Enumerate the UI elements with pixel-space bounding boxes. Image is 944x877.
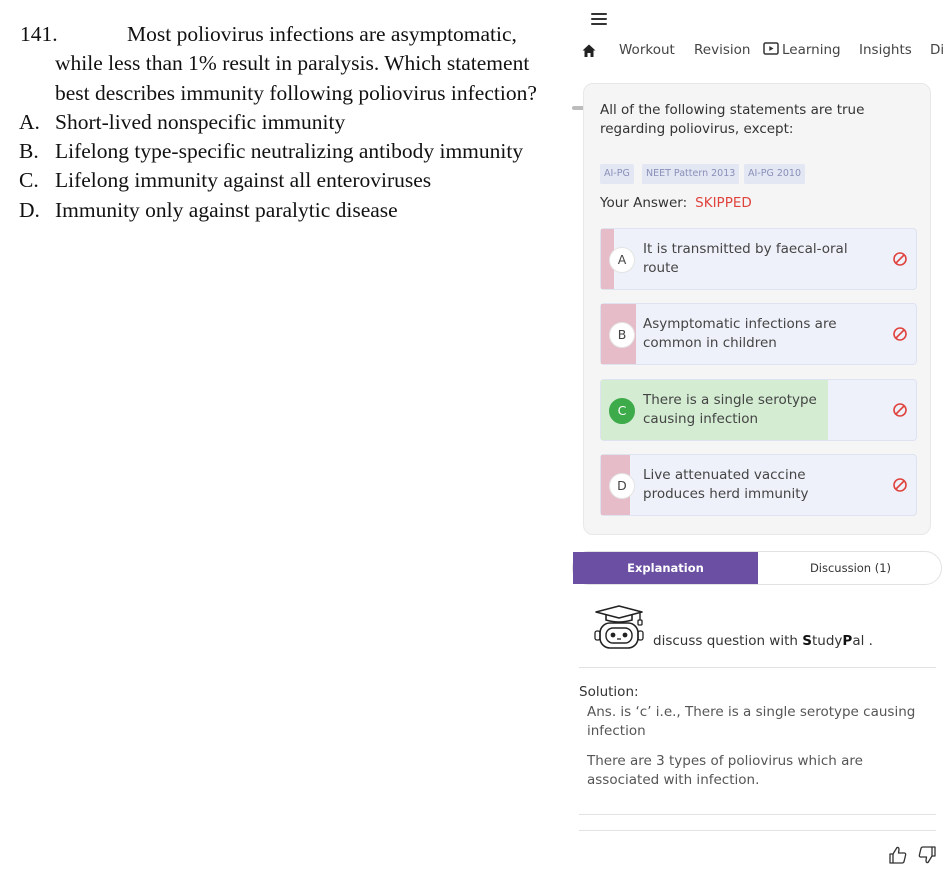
studypal-brand-al: al xyxy=(852,633,865,649)
solution-heading: Solution: xyxy=(579,684,639,700)
your-answer-status: SKIPPED xyxy=(695,195,752,211)
ban-icon xyxy=(892,251,908,267)
explanation-tab[interactable]: Explanation xyxy=(573,552,758,584)
divider xyxy=(579,830,936,831)
doc-option-letter: B. xyxy=(19,139,39,163)
answer-option-a[interactable] xyxy=(600,228,917,290)
doc-option-text: Short-lived nonspecific immunity xyxy=(55,110,346,134)
question-stem-line-1: Most poliovirus infections are asymptomatic, xyxy=(127,22,517,46)
studypal-robot-icon[interactable] xyxy=(592,604,650,650)
question-number: 141. xyxy=(20,22,58,46)
answer-option-c[interactable] xyxy=(600,379,917,441)
studypal-brand-s: S xyxy=(802,633,812,649)
studypal-prefix: discuss question with xyxy=(653,633,803,649)
option-text: Asymptomatic infections are common in children xyxy=(643,316,837,351)
ban-icon xyxy=(892,477,908,493)
option-text: There is a single serotype causing infection xyxy=(643,392,817,427)
tab-bar xyxy=(572,38,942,72)
ban-icon xyxy=(892,326,908,342)
doc-option-letter: D. xyxy=(19,198,40,222)
doc-option-text: Immunity only against paralytic disease xyxy=(55,198,398,222)
home-icon[interactable] xyxy=(581,43,597,59)
question-stem-line-2: while less than 1% result in paralysis. Which statement xyxy=(55,51,530,75)
question-card xyxy=(583,83,931,535)
tab-insights[interactable]: Insights xyxy=(859,42,912,58)
divider xyxy=(579,814,936,815)
doc-option-c xyxy=(19,166,431,195)
option-letter-badge: D xyxy=(609,473,635,499)
answer-option-d[interactable] xyxy=(600,454,917,516)
doc-option-letter: C. xyxy=(19,168,39,192)
tag-chip: AI-PG xyxy=(600,164,634,184)
app-panel xyxy=(572,0,942,877)
tag-chip: NEET Pattern 2013 xyxy=(642,164,739,184)
solution-paragraph: There are 3 types of poliovirus which are associated with infection. xyxy=(587,753,863,788)
doc-option-text: Lifelong type-specific neutralizing antibody immunity xyxy=(55,139,524,163)
doc-option-text: Lifelong immunity against all enteroviruses xyxy=(55,168,432,192)
discussion-tab[interactable]: Discussion (1) xyxy=(809,561,892,575)
explanation-discussion-toggle xyxy=(572,551,942,585)
tab-learning-label: Learning xyxy=(782,42,841,58)
tab-truncated[interactable]: Di xyxy=(930,42,944,58)
thumbs-down-icon[interactable] xyxy=(917,845,937,865)
hamburger-icon[interactable] xyxy=(590,10,610,28)
ban-icon xyxy=(892,402,908,418)
option-letter-badge: A xyxy=(609,247,635,273)
tab-learning[interactable] xyxy=(763,42,841,58)
studypal-suffix: . xyxy=(864,633,873,649)
your-answer-label: Your Answer: xyxy=(600,195,688,211)
tab-revision[interactable]: Revision xyxy=(694,42,751,58)
divider xyxy=(579,667,936,668)
play-screen-icon xyxy=(763,42,779,56)
option-text: Live attenuated vaccine produces herd immunity xyxy=(643,467,809,502)
doc-option-b xyxy=(19,137,523,166)
doc-option-d xyxy=(19,196,398,225)
tag-chip: AI-PG 2010 xyxy=(744,164,805,184)
answer-option-b[interactable] xyxy=(600,303,917,365)
studypal-brand-p: P xyxy=(842,633,853,649)
question-stem-line-3: best describes immunity following poliovirus infection? xyxy=(55,81,537,105)
doc-option-letter: A. xyxy=(19,110,40,134)
thumbs-up-icon[interactable] xyxy=(888,845,908,865)
option-text: It is transmitted by faecal-oral route xyxy=(643,241,848,276)
your-answer xyxy=(600,195,752,211)
studypal-brand-tudy: tudy xyxy=(811,633,843,649)
option-letter-badge: C xyxy=(609,398,635,424)
doc-option-a xyxy=(19,108,345,137)
option-letter-badge: B xyxy=(609,322,635,348)
tab-workout[interactable]: Workout xyxy=(619,42,675,58)
solution-paragraph: Ans. is ‘c’ i.e., There is a single serotype causing infection xyxy=(587,704,916,739)
studypal-prompt[interactable] xyxy=(653,633,873,649)
question-text: All of the following statements are true regarding poliovirus, except: xyxy=(600,102,865,137)
